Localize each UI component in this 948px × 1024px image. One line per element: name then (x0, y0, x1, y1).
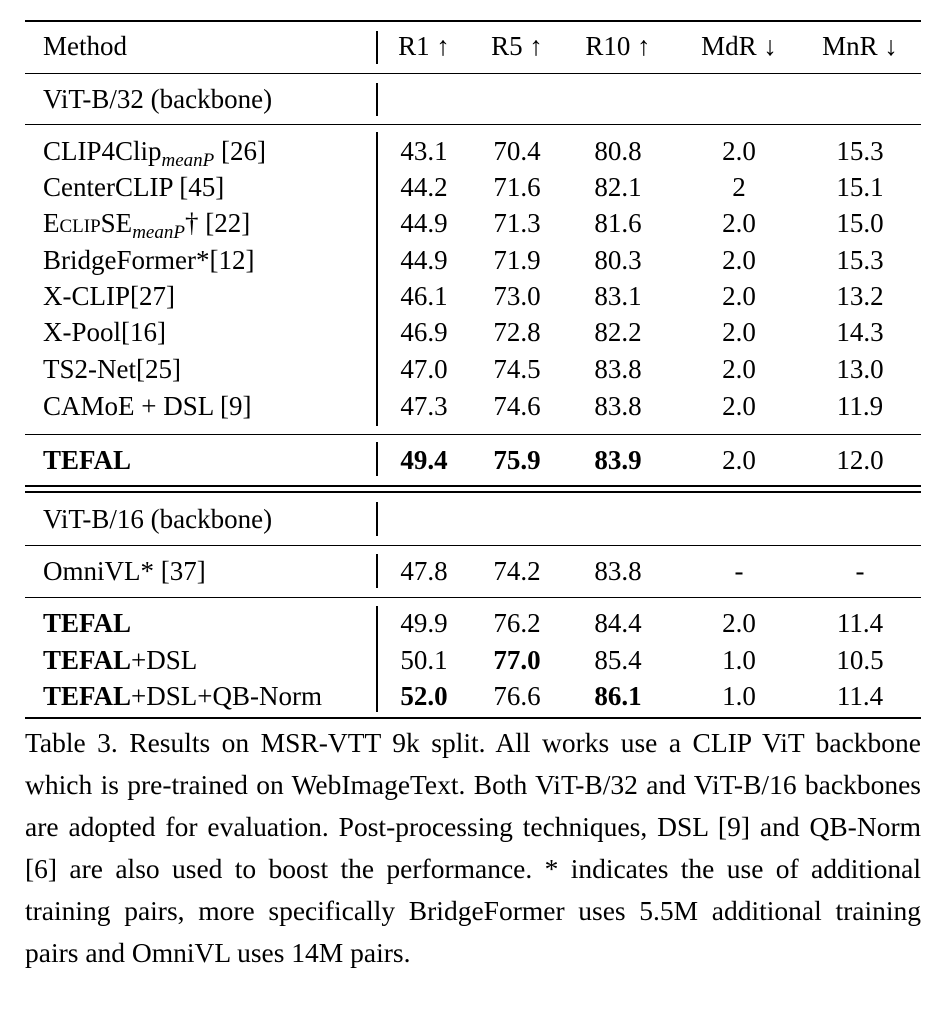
method-cell: TEFAL (43, 445, 132, 475)
mdr-cell: 2.0 (722, 281, 756, 311)
r1-cell: 52.0 (400, 681, 448, 711)
tefal-rule (25, 434, 921, 435)
r5-cell: 71.9 (493, 245, 541, 275)
r10-cell: 80.3 (594, 245, 642, 275)
r10-cell: 83.1 (594, 281, 642, 311)
method-name-suffix: +DSL (131, 645, 198, 675)
r1-cell: 49.9 (400, 608, 448, 638)
mnr-cell: 12.0 (836, 445, 884, 475)
mdr-cell: 2.0 (722, 208, 756, 238)
column-header-mnr: MnR ↓ (822, 31, 898, 61)
method-name-bold: TEFAL (43, 645, 132, 675)
r5-cell: 74.5 (493, 354, 541, 384)
mdr-cell: 2.0 (722, 136, 756, 166)
mnr-cell: 13.2 (836, 281, 884, 311)
method-subscript: meanP (132, 222, 185, 243)
table-row (0, 205, 948, 241)
column-header-r10: R10 ↑ (585, 31, 651, 61)
r5-cell: 74.6 (493, 391, 541, 421)
table-header-row (0, 28, 948, 64)
mdr-cell: 1.0 (722, 645, 756, 675)
table-row (0, 351, 948, 387)
r1-cell: 47.3 (400, 391, 448, 421)
method-cell: BridgeFormer*[12] (43, 245, 255, 275)
r1-cell: 47.0 (400, 354, 448, 384)
r1-cell: 46.9 (400, 317, 448, 347)
column-header-mdr: MdR ↓ (701, 31, 777, 61)
r10-cell: 86.1 (594, 681, 642, 711)
r10-cell: 80.8 (594, 136, 642, 166)
group-label-vit-b32: ViT-B/32 (backbone) (43, 84, 273, 114)
method-name-suffix: +DSL+QB-Norm (131, 681, 322, 711)
mdr-cell: - (734, 556, 744, 586)
r10-cell: 82.1 (594, 172, 642, 202)
r5-cell: 73.0 (493, 281, 541, 311)
r10-cell: 83.8 (594, 354, 642, 384)
mnr-cell: 15.0 (836, 208, 884, 238)
group1-label-rule (25, 124, 921, 125)
method-cell: X-Pool[16] (43, 317, 166, 347)
method-cell (43, 133, 266, 169)
r5-cell: 76.6 (493, 681, 541, 711)
table-row (0, 314, 948, 350)
mdr-cell: 2.0 (722, 445, 756, 475)
method-cell (43, 678, 322, 714)
table-row (0, 388, 948, 424)
table-row (0, 242, 948, 278)
r5-cell: 71.6 (493, 172, 541, 202)
mnr-cell: 14.3 (836, 317, 884, 347)
r1-cell: 47.8 (400, 556, 448, 586)
table-row-tefal-dsl (0, 642, 948, 678)
mdr-cell: 2.0 (722, 608, 756, 638)
method-cell (43, 642, 197, 678)
method-name: CLIP4Clip (43, 136, 162, 166)
table-row-tefal-dsl-qbnorm (0, 678, 948, 714)
r5-cell: 74.2 (493, 556, 541, 586)
group-separator-rule-b (25, 491, 921, 493)
r10-cell: 83.8 (594, 391, 642, 421)
r5-cell: 72.8 (493, 317, 541, 347)
table-row (0, 169, 948, 205)
r5-cell: 71.3 (493, 208, 541, 238)
table-caption: Table 3. Results on MSR-VTT 9k split. All works use a CLIP ViT backbone which is pre-trained on WebImageText. Both ViT-B/32 and ViT-B/16 backbones are adopted for evaluation. Post-processing techniques, DSL [9] and QB-Norm [6] are also used to boost the performance. * indicates the use of additional training pairs, more specifically BridgeFormer uses 5.5M additional training pairs and OmniVL uses 14M pairs. (25, 727, 921, 968)
mnr-cell: - (855, 556, 865, 586)
r1-cell: 44.2 (400, 172, 448, 202)
method-cell: OmniVL* [37] (43, 556, 206, 586)
group-separator-rule-a (25, 485, 921, 487)
r10-cell: 83.8 (594, 556, 642, 586)
table-row (0, 278, 948, 314)
r10-cell: 81.6 (594, 208, 642, 238)
bottom-rule (25, 717, 921, 719)
method-cell (43, 605, 131, 641)
r10-cell: 84.4 (594, 608, 642, 638)
r1-cell: 46.1 (400, 281, 448, 311)
mdr-cell: 1.0 (722, 681, 756, 711)
r5-cell: 70.4 (493, 136, 541, 166)
method-ref: † [22] (184, 208, 251, 238)
mdr-cell: 2.0 (722, 391, 756, 421)
r5-cell: 76.2 (493, 608, 541, 638)
r5-cell: 75.9 (493, 445, 541, 475)
method-name-bold: TEFAL (43, 608, 132, 638)
method-subscript: meanP (161, 150, 215, 171)
column-header-r1: R1 ↑ (398, 31, 450, 61)
omnivl-rule (25, 597, 921, 598)
column-header-method: Method (43, 31, 127, 61)
r1-cell: 50.1 (400, 645, 448, 675)
method-ref: [26] (214, 136, 267, 166)
group-label-vit-b16: ViT-B/16 (backbone) (43, 504, 273, 534)
mnr-cell: 15.3 (836, 245, 884, 275)
method-name-bold: TEFAL (43, 681, 132, 711)
r1-cell: 43.1 (400, 136, 448, 166)
method-cell: CenterCLIP [45] (43, 172, 225, 202)
mnr-cell: 11.4 (836, 608, 884, 638)
column-header-r5: R5 ↑ (491, 31, 543, 61)
mdr-cell: 2.0 (722, 354, 756, 384)
r1-cell: 44.9 (400, 208, 448, 238)
mdr-cell: 2 (732, 172, 746, 202)
group2-label-rule (25, 545, 921, 546)
table-row-tefal (0, 605, 948, 641)
table-row-tefal (0, 442, 948, 478)
r1-cell: 44.9 (400, 245, 448, 275)
mdr-cell: 2.0 (722, 317, 756, 347)
method-cell: CAMoE + DSL [9] (43, 391, 252, 421)
mnr-cell: 11.4 (836, 681, 884, 711)
r10-cell: 82.2 (594, 317, 642, 347)
mnr-cell: 15.1 (836, 172, 884, 202)
method-name: EclipSE (43, 208, 133, 238)
top-rule (25, 20, 921, 22)
mdr-cell: 2.0 (722, 245, 756, 275)
mnr-cell: 13.0 (836, 354, 884, 384)
r1-cell: 49.4 (400, 445, 448, 475)
method-cell: X-CLIP[27] (43, 281, 175, 311)
header-rule (25, 73, 921, 74)
table-row (0, 553, 948, 589)
mnr-cell: 15.3 (836, 136, 884, 166)
r10-cell: 83.9 (594, 445, 642, 475)
table-row (0, 133, 948, 169)
group-label-row (0, 501, 948, 537)
method-cell: TS2-Net[25] (43, 354, 181, 384)
method-cell (43, 205, 250, 241)
mnr-cell: 10.5 (836, 645, 884, 675)
group-label-row (0, 81, 948, 117)
r10-cell: 85.4 (594, 645, 642, 675)
mnr-cell: 11.9 (836, 391, 884, 421)
r5-cell: 77.0 (493, 645, 541, 675)
